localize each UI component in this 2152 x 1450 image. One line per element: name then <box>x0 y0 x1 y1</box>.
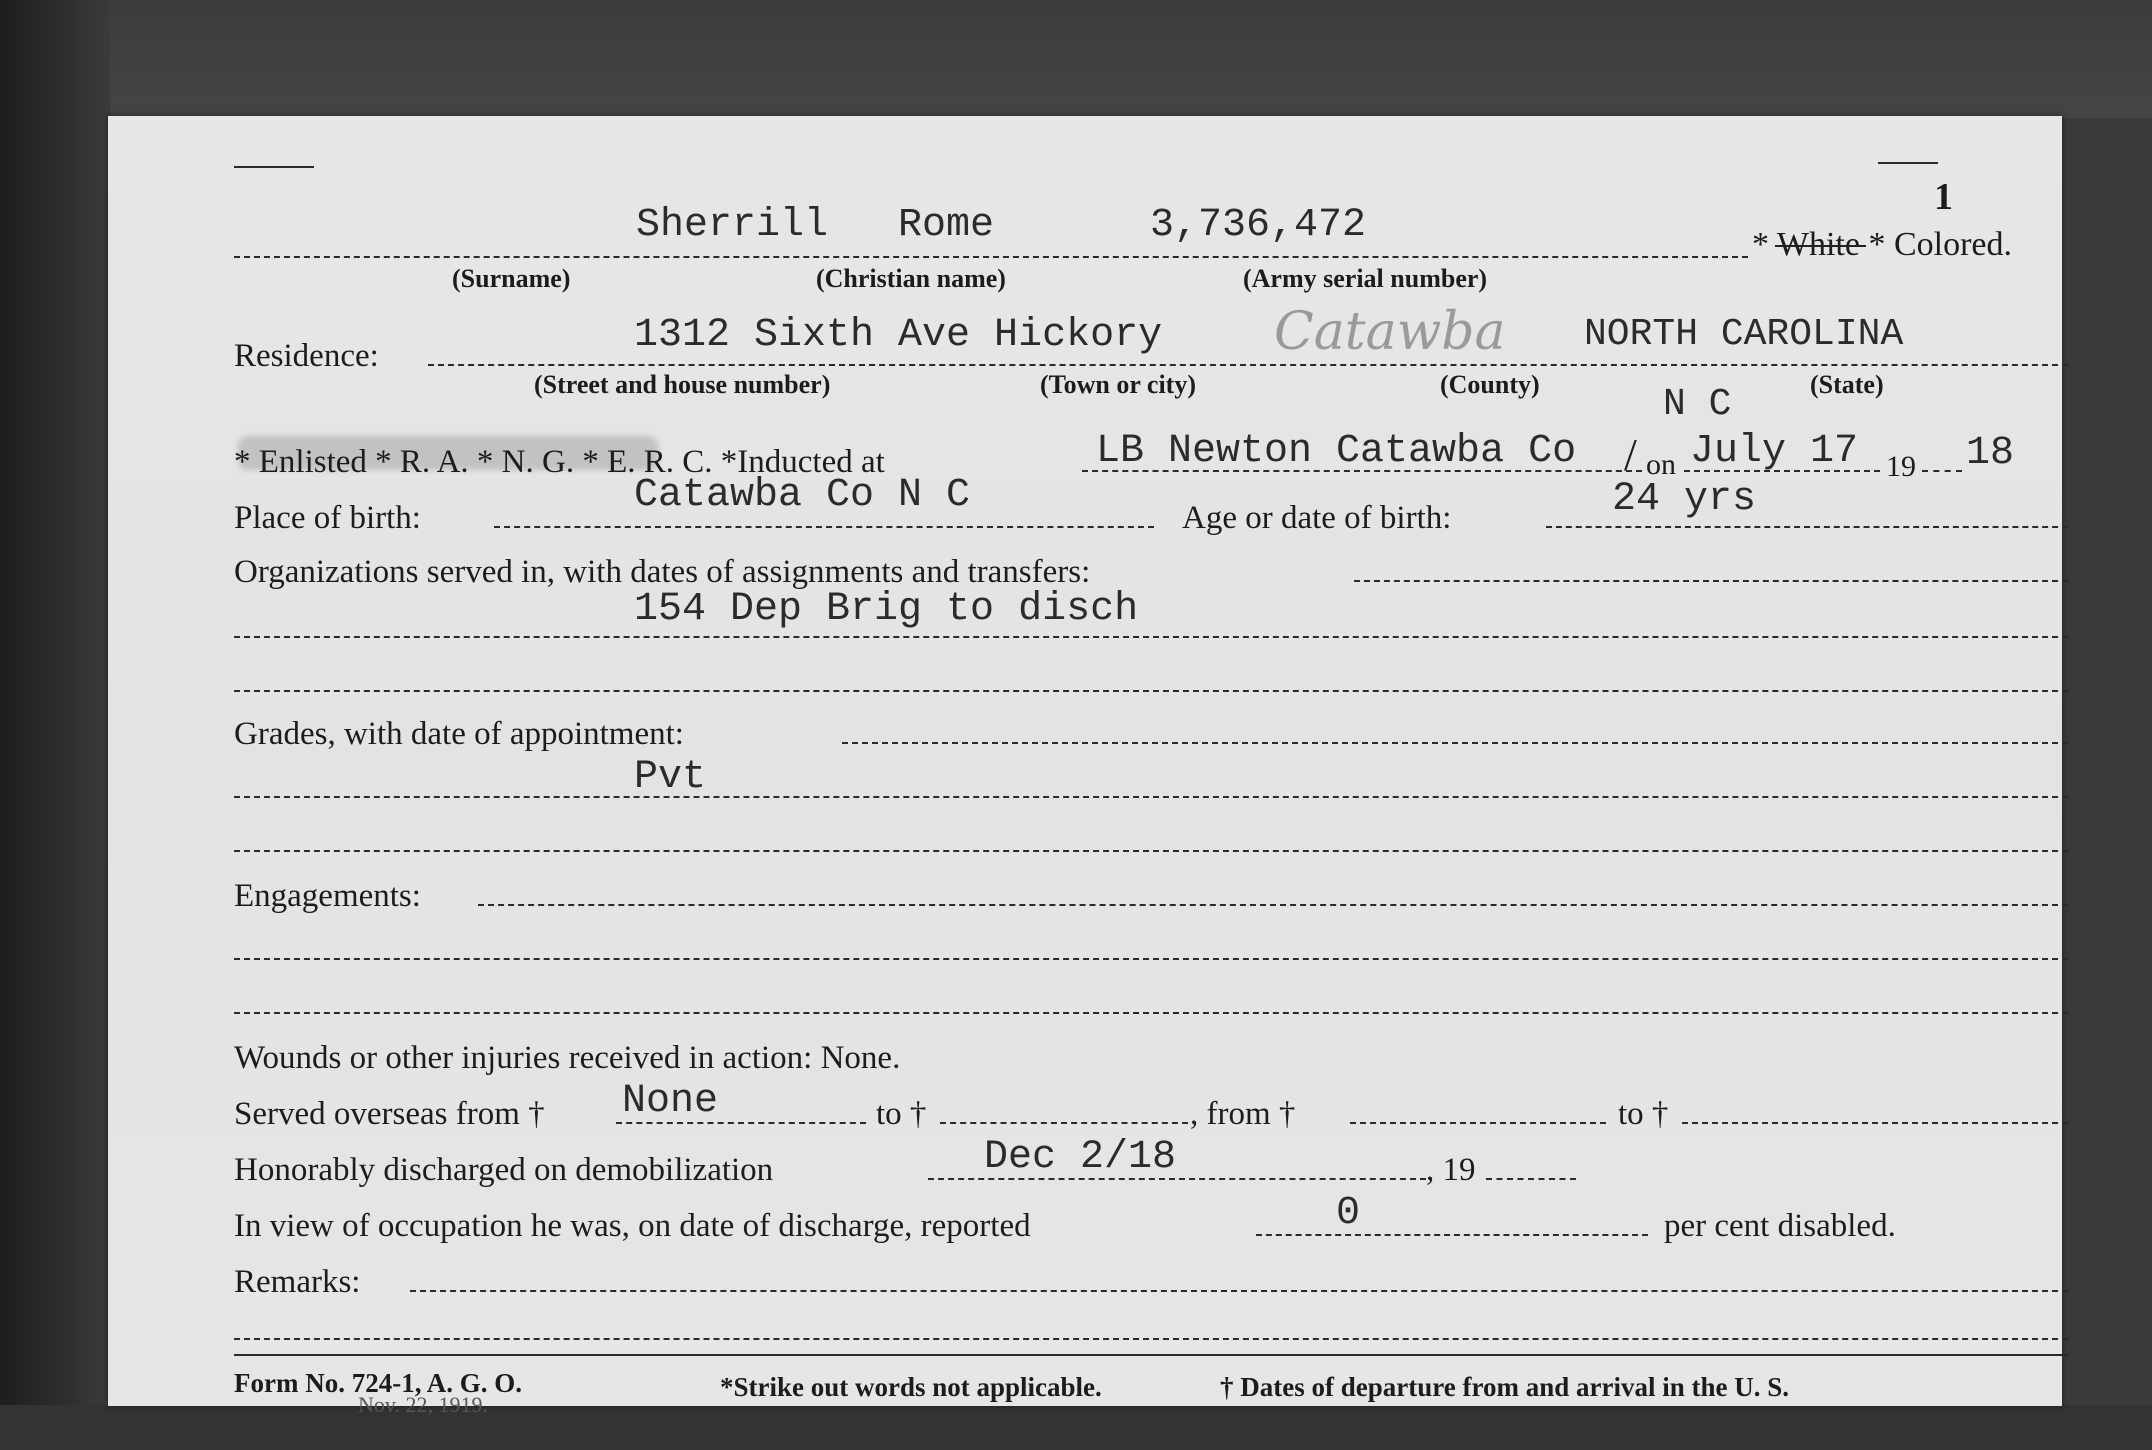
town-caption: (Town or city) <box>1040 370 1196 399</box>
overseas-to-label-1: to † <box>876 1096 927 1132</box>
background-left <box>0 0 110 1450</box>
birth-place-line <box>494 526 1154 528</box>
residence-line <box>428 364 2068 366</box>
engagements-label: Engagements: <box>234 878 421 914</box>
serial-number-value: 3,736,472 <box>1150 203 1367 248</box>
induction-year-value: 18 <box>1966 431 2015 476</box>
surname-caption: (Surname) <box>452 264 571 293</box>
card-number: 1 <box>1934 176 1953 218</box>
induction-place-value: LB Newton Catawba Co <box>1096 429 1577 474</box>
age-line <box>1546 526 2068 528</box>
organizations-line-1 <box>1354 580 2068 582</box>
top-left-rule <box>234 166 314 168</box>
overseas-value: None <box>622 1079 719 1124</box>
organizations-value: 154 Dep Brig to disch <box>634 587 1139 632</box>
disability-value: 0 <box>1336 1191 1361 1236</box>
induction-year-prefix: 19 <box>1886 450 1916 483</box>
grades-label: Grades, with date of appointment: <box>234 716 684 752</box>
overseas-to-label-2: to † <box>1618 1096 1669 1132</box>
remarks-line-1 <box>410 1290 2068 1292</box>
discharge-year-suffix: , 19 <box>1426 1152 1476 1188</box>
residence-county-handwritten: Catawba <box>1274 302 1506 362</box>
white-option-struck: White <box>1776 226 1860 263</box>
residence-street-value: 1312 Sixth Ave Hickory <box>634 313 1163 358</box>
engagements-line-1 <box>478 904 2068 906</box>
form-number: Form No. 724-1, A. G. O. <box>234 1368 522 1398</box>
induction-year-line <box>1922 470 1962 472</box>
grades-line-3 <box>234 850 2068 852</box>
remarks-line-2 <box>234 1338 2068 1340</box>
overseas-from-line <box>616 1122 866 1124</box>
wounds-label: Wounds or other injuries received in action: None. <box>234 1040 901 1076</box>
induction-line <box>1082 470 1642 472</box>
discharge-value: Dec 2/18 <box>984 1135 1177 1180</box>
birth-place-label: Place of birth: <box>234 500 421 536</box>
footer-note-dates: † Dates of departure from and arrival in the U. S. <box>1220 1372 1789 1402</box>
organizations-line-2 <box>234 636 2068 638</box>
engagements-line-3 <box>234 1012 2068 1014</box>
street-caption: (Street and house number) <box>534 370 831 399</box>
overseas-from-label-2: , from † <box>1190 1096 1296 1132</box>
top-right-rule <box>1878 162 1938 164</box>
birth-place-value: Catawba Co N C <box>634 473 971 518</box>
serial-number-caption: (Army serial number) <box>1243 264 1488 293</box>
colored-option: Colored. <box>1893 226 2013 263</box>
age-label: Age or date of birth: <box>1182 500 1452 536</box>
race-field: * White * Colored. <box>1752 226 2013 263</box>
county-caption: (County) <box>1440 370 1540 399</box>
induction-slash: / <box>1624 429 1637 480</box>
background-bottom <box>0 1405 2152 1450</box>
christian-name-value: Rome <box>898 203 995 248</box>
residence-state-value: NORTH CAROLINA <box>1584 313 1904 356</box>
service-record-card <box>108 116 2062 1417</box>
bottom-rule <box>234 1354 2068 1356</box>
disability-line <box>1256 1234 1648 1236</box>
induction-on-label: on <box>1646 448 1676 481</box>
induction-state-value: N C <box>1663 383 1732 426</box>
age-value: 24 yrs <box>1612 477 1757 522</box>
grades-line-2 <box>234 796 2068 798</box>
disability-suffix: per cent disabled. <box>1664 1208 1896 1244</box>
name-line <box>234 256 1748 258</box>
overseas-from-line-2 <box>1350 1122 1606 1124</box>
disability-label: In view of occupation he was, on date of discharge, reported <box>234 1208 1031 1244</box>
induction-date-line <box>1684 470 1880 472</box>
induction-date-value: July 17 <box>1690 429 1859 474</box>
organizations-label: Organizations served in, with dates of assignments and transfers: <box>234 554 1091 590</box>
christian-name-caption: (Christian name) <box>816 264 1006 293</box>
discharge-label: Honorably discharged on demobilization <box>234 1152 774 1188</box>
residence-label: Residence: <box>234 338 379 374</box>
form-date: Nov. 22, 1919. <box>358 1392 488 1417</box>
background-top <box>0 0 2152 118</box>
grades-line-1 <box>842 742 2068 744</box>
overseas-to-line-2 <box>1682 1122 2068 1124</box>
remarks-label: Remarks: <box>234 1264 361 1300</box>
discharge-line <box>928 1178 1426 1180</box>
overseas-to-line-1 <box>940 1122 1188 1124</box>
organizations-line-3 <box>234 690 2068 692</box>
discharge-year-line <box>1486 1178 1576 1180</box>
induction-prefix: * Enlisted * R. A. * N. G. * E. R. C. *Inducted at <box>234 444 885 480</box>
engagements-line-2 <box>234 958 2068 960</box>
surname-value: Sherrill <box>636 203 829 248</box>
grades-value: Pvt <box>634 755 707 800</box>
overseas-label: Served overseas from † <box>234 1096 545 1132</box>
state-caption: (State) <box>1810 370 1884 399</box>
footer-note-strike: *Strike out words not applicable. <box>720 1372 1102 1402</box>
